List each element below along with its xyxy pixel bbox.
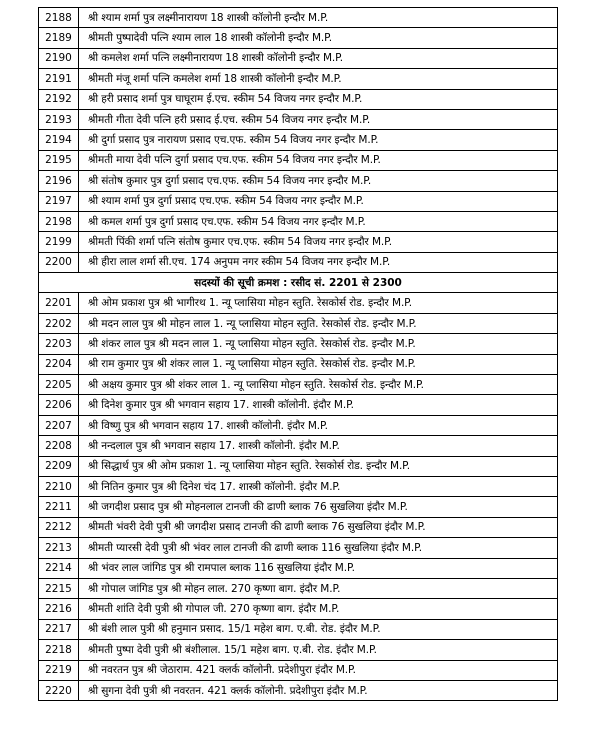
table-row <box>39 558 558 578</box>
table-row <box>39 171 558 191</box>
member-entry: श्री मदन लाल पुत्र श्री मोहन लाल 1. न्यू प्लासिया मोहन स्तुति. रेसकोर्स रोड. इन्दौर M.P. <box>79 313 558 333</box>
table-row <box>39 232 558 252</box>
receipt-number: 2199 <box>39 232 79 252</box>
table-row <box>39 28 558 48</box>
member-entry: श्री विष्णु पुत्र श्री भगवान सहाय 17. शास्त्री कॉलोनी. इंदौर M.P. <box>79 415 558 435</box>
receipt-number: 2214 <box>39 558 79 578</box>
table-row <box>39 109 558 129</box>
table-row <box>39 456 558 476</box>
receipt-number: 2188 <box>39 8 79 28</box>
receipt-number: 2210 <box>39 476 79 496</box>
table-row <box>39 313 558 333</box>
member-entry: श्री श्याम शर्मा पुत्र लक्ष्मीनारायण 18 शास्त्री कॉलोनी इन्दौर M.P. <box>79 8 558 28</box>
member-entry: श्री दिनेश कुमार पुत्र श्री भगवान सहाय 17. शास्त्री कॉलोनी. इंदौर M.P. <box>79 395 558 415</box>
table-row <box>39 660 558 680</box>
table-row <box>39 211 558 231</box>
table-row <box>39 354 558 374</box>
table-row <box>39 517 558 537</box>
table-row <box>39 415 558 435</box>
receipt-number: 2189 <box>39 28 79 48</box>
receipt-number: 2217 <box>39 619 79 639</box>
receipt-number: 2190 <box>39 48 79 68</box>
member-entry: श्रीमती प्यारसी देवी पुत्री श्री भंवर लाल टानजी की ढाणी ब्लाक 116 सुखलिया इंदौर M.P. <box>79 538 558 558</box>
receipt-number: 2219 <box>39 660 79 680</box>
table-row <box>39 578 558 598</box>
receipt-number: 2203 <box>39 334 79 354</box>
receipt-number: 2215 <box>39 578 79 598</box>
table-row <box>39 375 558 395</box>
member-rows-before-heading <box>39 8 558 273</box>
table-row <box>39 619 558 639</box>
table-row <box>39 48 558 68</box>
table-row <box>39 191 558 211</box>
table-row <box>39 476 558 496</box>
receipt-number: 2208 <box>39 436 79 456</box>
receipt-number: 2195 <box>39 150 79 170</box>
member-entry: श्रीमती माया देवी पत्नि दुर्गा प्रसाद एच.एफ. स्कीम 54 विजय नगर इन्दौर M.P. <box>79 150 558 170</box>
member-entry: श्री सिद्धार्थ पुत्र श्री ओम प्रकाश 1. न्यू प्लासिया मोहन स्तुति. रेसकोर्स रोड. इन्दौर M.P. <box>79 456 558 476</box>
receipt-number: 2206 <box>39 395 79 415</box>
member-entry: श्रीमती गीता देवी पत्नि हरी प्रसाद ई.एच. स्कीम 54 विजय नगर इन्दौर M.P. <box>79 109 558 129</box>
receipt-number: 2209 <box>39 456 79 476</box>
table-row <box>39 334 558 354</box>
receipt-number: 2192 <box>39 89 79 109</box>
member-entry: श्रीमती पुष्पादेवी पत्नि श्याम लाल 18 शास्त्री कॉलोनी इन्दौर M.P. <box>79 28 558 48</box>
table-row <box>39 69 558 89</box>
receipt-number: 2202 <box>39 313 79 333</box>
receipt-number: 2220 <box>39 680 79 700</box>
member-entry: श्री शंकर लाल पुत्र श्री मदन लाल 1. न्यू प्लासिया मोहन स्तुति. रेसकोर्स रोड. इन्दौर M.P. <box>79 334 558 354</box>
table-row <box>39 8 558 28</box>
member-entry: श्री दुर्गा प्रसाद पुत्र नारायण प्रसाद एच.एफ. स्कीम 54 विजय नगर इन्दौर M.P. <box>79 130 558 150</box>
member-entry: श्री अक्षय कुमार पुत्र श्री शंकर लाल 1. न्यू प्लासिया मोहन स्तुति. रेसकोर्स रोड. इन्दौर M.P. <box>79 375 558 395</box>
member-entry: श्रीमती भंवरी देवी पुत्री श्री जगदीश प्रसाद टानजी की ढाणी ब्लाक 76 सुखलिया इंदौर M.P. <box>79 517 558 537</box>
member-entry: श्री हरी प्रसाद शर्मा पुत्र घाघूराम ई.एच. स्कीम 54 विजय नगर इन्दौर M.P. <box>79 89 558 109</box>
receipt-number: 2197 <box>39 191 79 211</box>
member-entry: श्री संतोष कुमार पुत्र दुर्गा प्रसाद एच.एफ. स्कीम 54 विजय नगर इन्दौर M.P. <box>79 171 558 191</box>
member-entry: श्री नवरतन पुत्र श्री जेठाराम. 421 क्लर्क कॉलोनी. प्रदेशीपुरा इंदौर M.P. <box>79 660 558 680</box>
member-entry: श्री नन्दलाल पुत्र श्री भगवान सहाय 17. शास्त्री कॉलोनी. इंदौर M.P. <box>79 436 558 456</box>
member-entry: श्री बंशी लाल पुत्री श्री हनुमान प्रसाद. 15/1 महेश बाग. ए.बी. रोड. इंदौर M.P. <box>79 619 558 639</box>
member-list-table <box>38 7 558 701</box>
table-row <box>39 150 558 170</box>
table-row <box>39 436 558 456</box>
table-row <box>39 130 558 150</box>
receipt-number: 2196 <box>39 171 79 191</box>
member-rows-after-heading <box>39 293 558 701</box>
member-entry: श्री सुगना देवी पुत्री श्री नवरतन. 421 क्लर्क कॉलोनी. प्रदेशीपुरा इंदौर M.P. <box>79 680 558 700</box>
member-entry: श्री भंवर लाल जांगिड पुत्र श्री रामपाल ब्लाक 116 सुखलिया इंदौर M.P. <box>79 558 558 578</box>
member-entry: श्रीमती शांति देवी पुत्री श्री गोपाल जी. 270 कृष्णा बाग. इंदौर M.P. <box>79 599 558 619</box>
section-heading: सदस्यों की सूची क्रमश : रसीद सं. 2201 से 2300 <box>39 273 558 293</box>
receipt-number: 2200 <box>39 252 79 272</box>
member-entry: श्री जगदीश प्रसाद पुत्र श्री मोहनलाल टानजी की ढाणी ब्लाक 76 सुखलिया इंदौर M.P. <box>79 497 558 517</box>
receipt-number: 2207 <box>39 415 79 435</box>
table-row <box>39 599 558 619</box>
table-row <box>39 89 558 109</box>
receipt-number: 2212 <box>39 517 79 537</box>
section-heading-group <box>39 273 558 293</box>
table-row <box>39 395 558 415</box>
receipt-number: 2216 <box>39 599 79 619</box>
member-entry: श्री राम कुमार पुत्र श्री शंकर लाल 1. न्यू प्लासिया मोहन स्तुति. रेसकोर्स रोड. इन्दौर M.P. <box>79 354 558 374</box>
table-row <box>39 640 558 660</box>
table-row <box>39 497 558 517</box>
receipt-number: 2193 <box>39 109 79 129</box>
member-entry: श्री श्याम शर्मा पुत्र दुर्गा प्रसाद एच.एफ. स्कीम 54 विजय नगर इन्दौर M.P. <box>79 191 558 211</box>
table-row <box>39 252 558 272</box>
receipt-number: 2211 <box>39 497 79 517</box>
member-entry: श्री कमलेश शर्मा पत्नि लक्ष्मीनारायण 18 शास्त्री कॉलोनी इन्दौर M.P. <box>79 48 558 68</box>
receipt-number: 2194 <box>39 130 79 150</box>
receipt-number: 2213 <box>39 538 79 558</box>
member-entry: श्री कमल शर्मा पुत्र दुर्गा प्रसाद एच.एफ. स्कीम 54 विजय नगर इन्दौर M.P. <box>79 211 558 231</box>
receipt-number: 2198 <box>39 211 79 231</box>
table-row <box>39 293 558 313</box>
receipt-number: 2218 <box>39 640 79 660</box>
member-entry: श्री ओम प्रकाश पुत्र श्री भागीरथ 1. न्यू प्लासिया मोहन स्तुति. रेसकोर्स रोड. इन्दौर M.P. <box>79 293 558 313</box>
member-entry: श्रीमती पिंकी शर्मा पत्नि संतोष कुमार एच.एफ. स्कीम 54 विजय नगर इन्दौर M.P. <box>79 232 558 252</box>
receipt-number: 2204 <box>39 354 79 374</box>
section-heading-row <box>39 273 558 293</box>
table-row <box>39 538 558 558</box>
receipt-number: 2191 <box>39 69 79 89</box>
member-entry: श्री हीरा लाल शर्मा सी.एच. 174 अनुपम नगर स्कीम 54 विजय नगर इन्दौर M.P. <box>79 252 558 272</box>
receipt-number: 2201 <box>39 293 79 313</box>
member-entry: श्रीमती मंजू शर्मा पत्नि कमलेश शर्मा 18 शास्त्री कॉलोनी इन्दौर M.P. <box>79 69 558 89</box>
table-row <box>39 680 558 700</box>
member-entry: श्रीमती पुष्पा देवी पुत्री श्री बंशीलाल. 15/1 महेश बाग. ए.बी. रोड. इंदौर M.P. <box>79 640 558 660</box>
member-entry: श्री नितिन कुमार पुत्र श्री दिनेश चंद 17. शास्त्री कॉलोनी. इंदौर M.P. <box>79 476 558 496</box>
receipt-number: 2205 <box>39 375 79 395</box>
member-entry: श्री गोपाल जांगिड पुत्र श्री मोहन लाल. 270 कृष्णा बाग. इंदौर M.P. <box>79 578 558 598</box>
